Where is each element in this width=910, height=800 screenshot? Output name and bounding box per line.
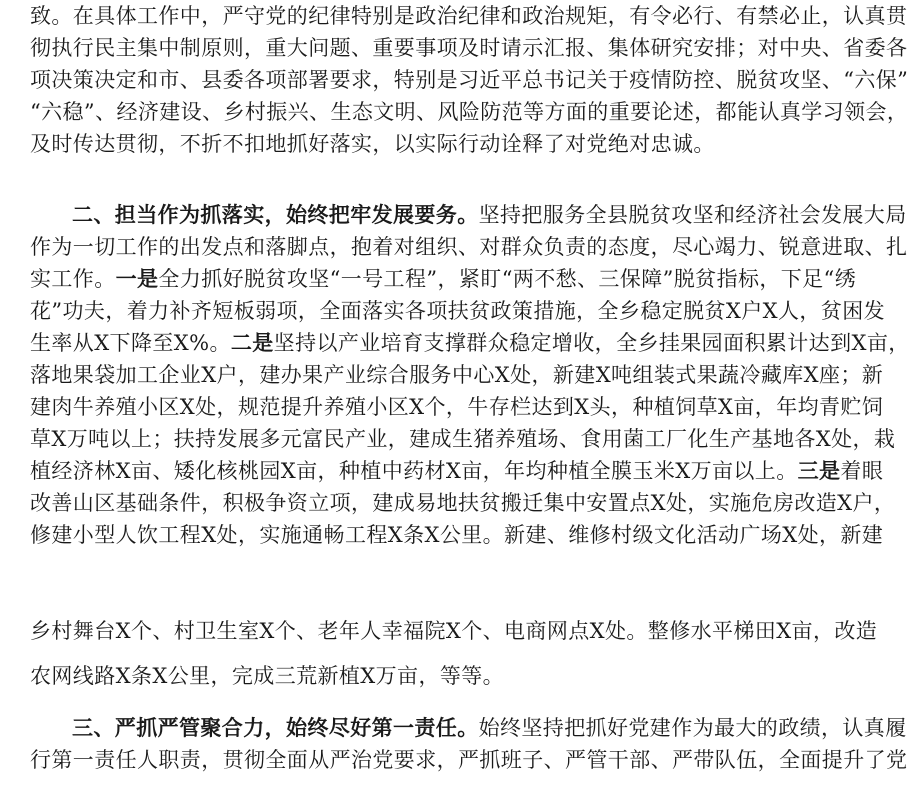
text-line: 花”功夫，着力补齐短板弱项，全面落实各项扶贫政策措施，全乡稳定脱贫X户X人，贫困发: [30, 299, 886, 323]
text-span: 着眼: [840, 459, 884, 483]
paragraph-development-tasks: [30, 199, 910, 647]
text-span: 坚持把服务全县脱贫攻坚和经济社会发展大局: [478, 203, 907, 227]
paragraph-gap: [30, 692, 778, 712]
text-line: [30, 199, 907, 231]
text-line: [30, 327, 910, 359]
section-heading: 二、担当作为抓落实，始终把牢发展要务。: [72, 202, 479, 227]
text-line: 致。在具体工作中，严守党的纪律特别是政治纪律和政治规矩，有令必行、有禁必止，认真贯: [30, 4, 908, 28]
text-line: 彻执行民主集中制原则，重大问题、重要事项及时请示汇报、集体研究安排；对中央、省委各: [30, 36, 908, 60]
text-line: 行第一责任人职责，贯彻全面从严治党要求，严抓班子、严管干部、严带队伍，全面提升了党: [30, 748, 908, 772]
text-line: [30, 712, 907, 744]
item-marker: 二是: [230, 330, 274, 355]
paragraph-political-loyalty: [30, 0, 909, 160]
text-span: 生率从X下降至X%。: [30, 331, 231, 355]
text-line: 及时传达贯彻，不折不扣地抓好落实，以实际行动诠释了对党绝对忠诚。: [30, 132, 715, 156]
blank-line: [30, 583, 778, 615]
item-marker: 一是: [115, 266, 159, 291]
item-marker: 三是: [797, 458, 841, 483]
text-line: 乡村舞台X个、村卫生室X个、老年人幸福院X个、电商网点X处。整修水平梯田X亩，改造: [30, 619, 878, 643]
text-line: 农网线路X条X公里，完成三荒新植X万亩，等等。: [30, 664, 505, 688]
text-line: 落地果袋加工企业X户，建办果产业综合服务中心X处，新建X吨组装式果蔬冷藏库X座；新: [30, 363, 884, 387]
text-line: “六稳”、经济建设、乡村振兴、生态文明、风险防范等方面的重要论述，都能认真学习领会，: [30, 100, 909, 124]
text-line: 作为一切工作的出发点和落脚点，抱着对组织、对群众负责的态度，尽心竭力、锐意进取、扎: [30, 235, 908, 259]
text-span: 坚持以产业培育支撑群众稳定增收，全乡挂果园面积累计达到X亩，: [273, 331, 910, 355]
text-span: 实工作。: [30, 267, 116, 291]
text-line: 项决策决定和市、县委各项部署要求，特别是习近平总书记关于疫情防控、脱贫攻坚、“六保”: [30, 68, 909, 92]
text-line: [30, 263, 857, 295]
paragraph-first-responsibility: [30, 660, 908, 776]
text-line: 草X万吨以上；扶持发展多元富民产业，建成生猪养殖场、食用菌工厂化生产基地各X处，栽: [30, 427, 896, 451]
text-span: 全力抓好脱贫攻坚“一号工程”，紧盯“两不愁、三保障”脱贫指标，下足“绣: [158, 267, 857, 291]
text-line: 建肉牛养殖小区X处，规范提升养殖小区X个，牛存栏达到X头，种植饲草X亩，年均青贮饲: [30, 395, 884, 419]
text-line: 修建小型人饮工程X处，实施通畅工程X条X公里。新建、维修村级文化活动广场X处，新建: [30, 523, 884, 547]
text-line: 改善山区基础条件，积极争资立项，建成易地扶贫搬迁集中安置点X处，实施危房改造X户，: [30, 491, 896, 515]
text-span: 始终坚持把抓好党建作为最大的政绩，认真履: [478, 716, 907, 740]
blank-line: [30, 551, 778, 583]
text-line: [30, 455, 884, 487]
text-span: 植经济林X亩、矮化核桃园X亩，种植中药材X亩，年均种植全膜玉米X万亩以上。: [30, 459, 798, 483]
section-heading: 三、严抓严管聚合力，始终尽好第一责任。: [72, 715, 479, 740]
